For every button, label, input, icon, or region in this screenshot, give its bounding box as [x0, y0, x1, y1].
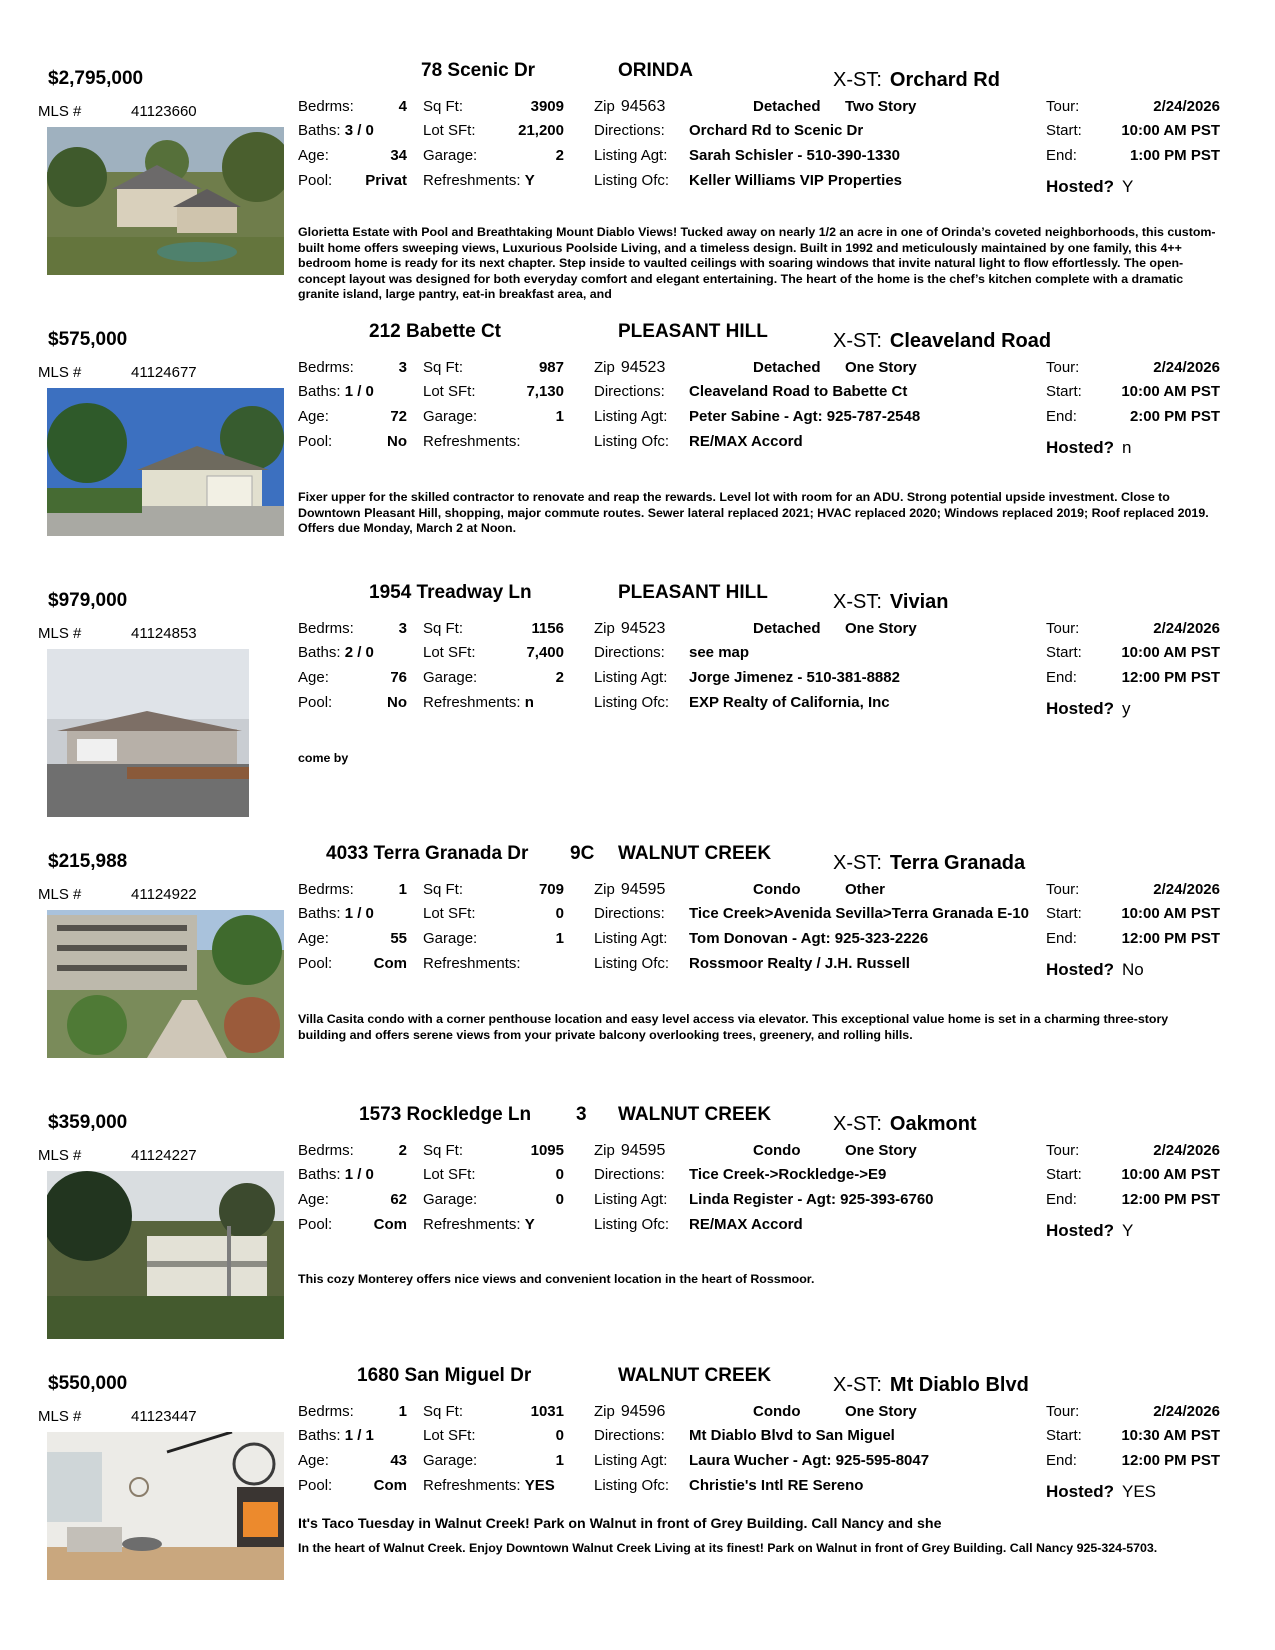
- baths-label: Baths:: [298, 644, 341, 661]
- zip-label: Zip: [594, 620, 615, 637]
- listing-photo[interactable]: [47, 127, 284, 275]
- listing-office-label: Listing Ofc:: [594, 172, 670, 189]
- zip-field: [594, 1142, 665, 1160]
- sqft-label: Sq Ft:: [423, 620, 464, 637]
- listing-card: [0, 843, 1275, 1093]
- listing-agent-label: Listing Agt:: [594, 408, 668, 425]
- baths-field: [298, 122, 374, 139]
- hosted-value: Y: [1122, 177, 1134, 196]
- garage-label: Garage:: [423, 1452, 478, 1469]
- tour-date: 2/24/2026: [1153, 98, 1220, 115]
- garage-label: Garage:: [423, 147, 478, 164]
- cross-street: [833, 1374, 1029, 1397]
- sqft-label: Sq Ft:: [423, 98, 464, 115]
- pool-label: Pool:: [298, 172, 333, 189]
- refreshments-field: [423, 172, 535, 189]
- mls-label: MLS #: [38, 103, 82, 120]
- listing-agent-value[interactable]: Tom Donovan - Agt: 925-323-2226: [689, 930, 929, 947]
- age-label: Age:: [298, 408, 329, 425]
- hosted-field: [1046, 1221, 1133, 1241]
- listing-agent-label: Listing Agt:: [594, 930, 668, 947]
- directions-label: Directions:: [594, 1166, 665, 1183]
- bedrooms-value: 2: [398, 1142, 407, 1159]
- bedrooms-value: 3: [398, 620, 407, 637]
- zip-value: 94523: [620, 620, 666, 637]
- tour-label: Tour:: [1046, 1403, 1080, 1420]
- bedrooms-label: Bedrms:: [298, 98, 354, 115]
- zip-value: 94523: [620, 359, 666, 376]
- lot-sqft-value: 0: [555, 905, 564, 922]
- end-label: End:: [1046, 1191, 1077, 1208]
- hosted-label: Hosted?: [1046, 1482, 1114, 1501]
- pool-value: Com: [373, 1477, 407, 1494]
- listing-city: WALNUT CREEK: [618, 1104, 772, 1125]
- listing-remarks: Fixer upper for the skilled contractor to renovate and reap the rewards. Level lot with room for an ADU. Strong potential upside investment. Close to Downtown Pleasant Hill, shopping, major commute routes. Sewer lateral replaced 2021; HVAC replaced 2020; Windows replaced 2019; Roof replaced 2019. Offers due Monday, March 2 at Noon.: [298, 490, 1209, 536]
- mls-label: MLS #: [38, 364, 82, 381]
- baths-field: [298, 1427, 374, 1444]
- listing-photo[interactable]: [47, 388, 284, 536]
- sqft-value: 3909: [530, 98, 564, 115]
- listing-office-value: Keller Williams VIP Properties: [689, 172, 903, 189]
- listing-photo[interactable]: [47, 649, 249, 817]
- lot-sqft-label: Lot SFt:: [423, 905, 476, 922]
- listing-city: WALNUT CREEK: [618, 1365, 772, 1386]
- property-type: Condo: [753, 1142, 801, 1159]
- refreshments-label: Refreshments:: [423, 1477, 521, 1494]
- bedrooms-value: 1: [398, 881, 407, 898]
- mls-number[interactable]: 41124227: [131, 1147, 197, 1164]
- listing-agent-value[interactable]: Laura Wucher - Agt: 925-595-8047: [689, 1452, 930, 1469]
- hosted-label: Hosted?: [1046, 177, 1114, 196]
- baths-field: [298, 1166, 374, 1183]
- listing-city: PLEASANT HILL: [618, 321, 768, 342]
- start-time: 10:00 AM PST: [1121, 644, 1220, 661]
- baths-label: Baths:: [298, 1166, 341, 1183]
- sqft-value: 709: [538, 881, 564, 898]
- zip-field: [594, 881, 665, 899]
- start-time: 10:00 AM PST: [1121, 383, 1220, 400]
- garage-label: Garage:: [423, 930, 478, 947]
- end-label: End:: [1046, 930, 1077, 947]
- end-time: 12:00 PM PST: [1121, 1191, 1220, 1208]
- property-style: One Story: [845, 1142, 917, 1159]
- baths-value: 1 / 0: [344, 383, 374, 400]
- bedrooms-value: 1: [398, 1403, 407, 1420]
- property-style: One Story: [845, 359, 917, 376]
- cross-street-label: X-ST:: [833, 1113, 882, 1135]
- directions-label: Directions:: [594, 905, 665, 922]
- refreshments-label: Refreshments:: [423, 955, 521, 972]
- listing-address[interactable]: 1954 Treadway Ln: [369, 582, 532, 603]
- hosted-value: n: [1122, 438, 1132, 457]
- start-label: Start:: [1046, 383, 1082, 400]
- end-time: 12:00 PM PST: [1121, 669, 1220, 686]
- garage-value: 1: [555, 408, 564, 425]
- refreshments-label: Refreshments:: [423, 1216, 521, 1233]
- pool-value: No: [387, 433, 407, 450]
- baths-field: [298, 383, 374, 400]
- mls-number[interactable]: 41123660: [131, 103, 197, 120]
- zip-value: 94595: [620, 881, 666, 898]
- mls-number[interactable]: 41124677: [131, 364, 197, 381]
- listing-card: [0, 321, 1275, 571]
- refreshments-value: Y: [524, 172, 535, 189]
- tour-date: 2/24/2026: [1153, 881, 1220, 898]
- end-label: End:: [1046, 1452, 1077, 1469]
- refreshments-value: YES: [524, 1477, 555, 1494]
- start-label: Start:: [1046, 122, 1082, 139]
- cross-street-value: Vivian: [889, 591, 949, 613]
- directions-value: Mt Diablo Blvd to San Miguel: [689, 1427, 895, 1444]
- cross-street: [833, 330, 1051, 353]
- zip-value: 94563: [620, 98, 666, 115]
- listing-card: [0, 1365, 1275, 1615]
- garage-label: Garage:: [423, 1191, 478, 1208]
- hosted-field: [1046, 1482, 1156, 1502]
- garage-value: 2: [555, 147, 564, 164]
- start-time: 10:00 AM PST: [1121, 905, 1220, 922]
- hosted-value: No: [1122, 960, 1144, 979]
- pool-label: Pool:: [298, 433, 333, 450]
- baths-label: Baths:: [298, 905, 341, 922]
- cross-street-label: X-ST:: [833, 330, 882, 352]
- start-label: Start:: [1046, 905, 1082, 922]
- sqft-label: Sq Ft:: [423, 881, 464, 898]
- end-label: End:: [1046, 147, 1077, 164]
- cross-street-label: X-ST:: [833, 1374, 882, 1396]
- start-label: Start:: [1046, 1166, 1082, 1183]
- zip-field: [594, 359, 665, 377]
- listing-price: $215,988: [48, 851, 128, 872]
- listing-agent-value[interactable]: Jorge Jimenez - 510-381-8882: [689, 669, 900, 686]
- listing-agent-value[interactable]: Peter Sabine - Agt: 925-787-2548: [689, 408, 921, 425]
- listing-office-value: EXP Realty of California, Inc: [689, 694, 890, 711]
- lot-sqft-label: Lot SFt:: [423, 1166, 476, 1183]
- bedrooms-label: Bedrms:: [298, 359, 354, 376]
- sqft-value: 1095: [530, 1142, 564, 1159]
- hosted-label: Hosted?: [1046, 699, 1114, 718]
- age-label: Age:: [298, 1191, 329, 1208]
- hosted-field: [1046, 438, 1131, 458]
- zip-field: [594, 98, 665, 116]
- listing-unit: 9C: [570, 843, 595, 864]
- listing-card: [0, 1104, 1275, 1354]
- hosted-label: Hosted?: [1046, 1221, 1114, 1240]
- directions-value: Orchard Rd to Scenic Dr: [689, 122, 864, 139]
- pool-value: Com: [373, 955, 407, 972]
- age-value: 76: [390, 669, 407, 686]
- bedrooms-label: Bedrms:: [298, 1142, 354, 1159]
- refreshments-label: Refreshments:: [423, 172, 521, 189]
- age-value: 43: [390, 1452, 407, 1469]
- lot-sqft-label: Lot SFt:: [423, 383, 476, 400]
- lot-sqft-value: 0: [555, 1166, 564, 1183]
- listing-city: WALNUT CREEK: [618, 843, 772, 864]
- tour-label: Tour:: [1046, 620, 1080, 637]
- age-label: Age:: [298, 1452, 329, 1469]
- lot-sqft-value: 21,200: [518, 122, 564, 139]
- zip-value: 94595: [620, 1142, 666, 1159]
- listing-price: $359,000: [48, 1112, 128, 1133]
- directions-value: Tice Creek->Rockledge->E9: [689, 1166, 887, 1183]
- zip-label: Zip: [594, 881, 615, 898]
- listing-remarks: In the heart of Walnut Creek. Enjoy Downtown Walnut Creek Living at its finest! Park on Walnut in front of Grey Building. Call Nancy 925-324-5703.: [298, 1541, 1158, 1555]
- listing-price: $979,000: [48, 590, 128, 611]
- sqft-label: Sq Ft:: [423, 1403, 464, 1420]
- listing-address[interactable]: 4033 Terra Granada Dr: [326, 843, 529, 864]
- listing-agent-label: Listing Agt:: [594, 147, 668, 164]
- refreshments-value: Y: [524, 1216, 535, 1233]
- hosted-value: y: [1122, 699, 1131, 718]
- directions-value: Cleaveland Road to Babette Ct: [689, 383, 908, 400]
- baths-field: [298, 644, 374, 661]
- mls-number[interactable]: 41123447: [131, 1408, 197, 1425]
- listing-price: $575,000: [48, 329, 128, 350]
- baths-value: 1 / 0: [344, 1166, 374, 1183]
- garage-value: 2: [555, 669, 564, 686]
- listing-address[interactable]: 212 Babette Ct: [369, 321, 501, 342]
- bedrooms-value: 3: [398, 359, 407, 376]
- age-value: 72: [390, 408, 407, 425]
- cross-street: [833, 69, 1000, 92]
- mls-label: MLS #: [38, 1408, 82, 1425]
- bedrooms-value: 4: [398, 98, 407, 115]
- garage-value: 1: [555, 930, 564, 947]
- tour-date: 2/24/2026: [1153, 1142, 1220, 1159]
- refreshments-value: n: [524, 694, 534, 711]
- cross-street: [833, 852, 1025, 875]
- pool-label: Pool:: [298, 1216, 333, 1233]
- cross-street-value: Cleaveland Road: [889, 330, 1052, 352]
- listing-remarks: Villa Casita condo with a corner penthouse location and easy level access via elevator. This exceptional value home is set in a charming three-story building and offers serene views from your private balcony overlooking trees, greenery, and rolling hills.: [298, 1012, 1169, 1042]
- end-time: 12:00 PM PST: [1121, 1452, 1220, 1469]
- age-value: 34: [390, 147, 407, 164]
- listing-unit: 3: [576, 1104, 587, 1125]
- lot-sqft-value: 0: [555, 1427, 564, 1444]
- baths-field: [298, 905, 374, 922]
- listing-remarks: come by: [298, 751, 349, 765]
- hosted-label: Hosted?: [1046, 438, 1114, 457]
- directions-value: Tice Creek>Avenida Sevilla>Terra Granada E-10: [689, 905, 1029, 922]
- cross-street-value: Oakmont: [889, 1113, 977, 1135]
- listing-office-label: Listing Ofc:: [594, 1216, 670, 1233]
- start-label: Start:: [1046, 1427, 1082, 1444]
- listing-card: [0, 60, 1275, 310]
- cross-street-label: X-ST:: [833, 69, 882, 91]
- listing-agent-value[interactable]: Linda Register - Agt: 925-393-6760: [689, 1191, 934, 1208]
- property-style: Other: [845, 881, 886, 898]
- listing-photo[interactable]: [47, 910, 284, 1058]
- listing-remarks: Glorietta Estate with Pool and Breathtaking Mount Diablo Views! Tucked away on nearly 1/2 an acre in one of Orinda’s coveted neighborhoods, this custom-built home offers sweeping views, Luxurious Poolside Living, and a timeless design. Built in 1992 and meticulously maintained by one family, this 4++ bedroom home is ready for its next chapter. Step inside to vaulted ceilings with soaring windows that invite natural light to flow effortlessly. The open-concept layout was designed for both everyday comfort and elegant entertaining. The heart of the home is the chef’s kitchen complete with a dramatic granite island, large pantry, eat-in breakfast area, and: [298, 225, 1216, 302]
- listing-address[interactable]: 1680 San Miguel Dr: [357, 1365, 532, 1386]
- start-time: 10:00 AM PST: [1121, 1166, 1220, 1183]
- refreshments-label: Refreshments:: [423, 694, 521, 711]
- mls-label: MLS #: [38, 625, 82, 642]
- lot-sqft-label: Lot SFt:: [423, 1427, 476, 1444]
- pool-value: No: [387, 694, 407, 711]
- property-style: One Story: [845, 1403, 917, 1420]
- lot-sqft-value: 7,130: [526, 383, 564, 400]
- zip-label: Zip: [594, 98, 615, 115]
- age-label: Age:: [298, 930, 329, 947]
- bedrooms-label: Bedrms:: [298, 1403, 354, 1420]
- cross-street-value: Mt Diablo Blvd: [889, 1374, 1029, 1396]
- pool-label: Pool:: [298, 1477, 333, 1494]
- listing-agent-label: Listing Agt:: [594, 669, 668, 686]
- end-label: End:: [1046, 408, 1077, 425]
- bedrooms-label: Bedrms:: [298, 620, 354, 637]
- sqft-value: 987: [538, 359, 564, 376]
- baths-value: 1 / 1: [344, 1427, 374, 1444]
- listing-photo[interactable]: [47, 1171, 284, 1339]
- sqft-label: Sq Ft:: [423, 1142, 464, 1159]
- listing-remarks: This cozy Monterey offers nice views and convenient location in the heart of Rossmoor.: [298, 1272, 815, 1286]
- mls-label: MLS #: [38, 886, 82, 903]
- mls-number[interactable]: 41124853: [131, 625, 197, 642]
- baths-value: 2 / 0: [344, 644, 374, 661]
- cross-street-label: X-ST:: [833, 591, 882, 613]
- listing-office-value: RE/MAX Accord: [689, 1216, 803, 1233]
- property-type: Detached: [753, 359, 821, 376]
- zip-field: [594, 620, 665, 638]
- refreshments-field: [423, 1216, 535, 1233]
- cross-street: [833, 1113, 977, 1136]
- tour-date: 2/24/2026: [1153, 359, 1220, 376]
- end-time: 2:00 PM PST: [1129, 408, 1220, 425]
- property-type: Detached: [753, 98, 821, 115]
- tour-date: 2/24/2026: [1153, 620, 1220, 637]
- age-value: 55: [390, 930, 407, 947]
- start-label: Start:: [1046, 644, 1082, 661]
- end-time: 12:00 PM PST: [1121, 930, 1220, 947]
- listing-office-label: Listing Ofc:: [594, 1477, 670, 1494]
- cross-street-value: Terra Granada: [889, 852, 1026, 874]
- bedrooms-label: Bedrms:: [298, 881, 354, 898]
- mls-label: MLS #: [38, 1147, 82, 1164]
- property-type: Detached: [753, 620, 821, 637]
- listing-office-label: Listing Ofc:: [594, 955, 670, 972]
- listing-price: $550,000: [48, 1373, 128, 1394]
- age-label: Age:: [298, 669, 329, 686]
- baths-label: Baths:: [298, 122, 341, 139]
- lot-sqft-value: 7,400: [526, 644, 564, 661]
- hosted-field: [1046, 960, 1144, 980]
- refreshments-field: [423, 433, 521, 450]
- baths-value: 1 / 0: [344, 905, 374, 922]
- baths-label: Baths:: [298, 383, 341, 400]
- refreshments-label: Refreshments:: [423, 433, 521, 450]
- hosted-value: Y: [1122, 1221, 1134, 1240]
- baths-value: 3 / 0: [344, 122, 374, 139]
- listing-agent-value[interactable]: Sarah Schisler - 510-390-1330: [689, 147, 900, 164]
- listing-city: PLEASANT HILL: [618, 582, 768, 603]
- garage-value: 0: [555, 1191, 564, 1208]
- lot-sqft-label: Lot SFt:: [423, 122, 476, 139]
- pool-value: Privat: [365, 172, 407, 189]
- tour-label: Tour:: [1046, 359, 1080, 376]
- cross-street: [833, 591, 948, 614]
- directions-label: Directions:: [594, 122, 665, 139]
- mls-number[interactable]: 41124922: [131, 886, 197, 903]
- zip-field: [594, 1403, 665, 1421]
- hosted-field: [1046, 699, 1131, 719]
- tour-date: 2/24/2026: [1153, 1403, 1220, 1420]
- tour-label: Tour:: [1046, 881, 1080, 898]
- zip-value: 94596: [620, 1403, 666, 1420]
- listing-office-label: Listing Ofc:: [594, 433, 670, 450]
- garage-label: Garage:: [423, 669, 478, 686]
- listing-office-value: RE/MAX Accord: [689, 433, 803, 450]
- start-time: 10:00 AM PST: [1121, 122, 1220, 139]
- listing-agent-label: Listing Agt:: [594, 1452, 668, 1469]
- listing-photo[interactable]: [47, 1432, 284, 1580]
- end-time: 1:00 PM PST: [1129, 147, 1220, 164]
- hosted-label: Hosted?: [1046, 960, 1114, 979]
- refreshments-field: [423, 694, 534, 711]
- listing-office-value: Rossmoor Realty / J.H. Russell: [689, 955, 910, 972]
- refreshments-field: [423, 955, 521, 972]
- listing-office-label: Listing Ofc:: [594, 694, 670, 711]
- hosted-field: [1046, 177, 1133, 197]
- garage-label: Garage:: [423, 408, 478, 425]
- directions-label: Directions:: [594, 1427, 665, 1444]
- age-label: Age:: [298, 147, 329, 164]
- tour-label: Tour:: [1046, 1142, 1080, 1159]
- zip-label: Zip: [594, 359, 615, 376]
- listing-city: ORINDA: [618, 60, 693, 81]
- listing-address[interactable]: 1573 Rockledge Ln: [359, 1104, 532, 1125]
- baths-label: Baths:: [298, 1427, 341, 1444]
- age-value: 62: [390, 1191, 407, 1208]
- property-style: One Story: [845, 620, 917, 637]
- tour-label: Tour:: [1046, 98, 1080, 115]
- cross-street-label: X-ST:: [833, 852, 882, 874]
- property-type: Condo: [753, 881, 801, 898]
- zip-label: Zip: [594, 1403, 615, 1420]
- listing-address[interactable]: 78 Scenic Dr: [421, 60, 536, 81]
- pool-value: Com: [373, 1216, 407, 1233]
- sqft-label: Sq Ft:: [423, 359, 464, 376]
- end-label: End:: [1046, 669, 1077, 686]
- property-style: Two Story: [845, 98, 917, 115]
- property-type: Condo: [753, 1403, 801, 1420]
- listing-note: It's Taco Tuesday in Walnut Creek! Park on Walnut in front of Grey Building. Call Nancy and she: [298, 1516, 942, 1532]
- sqft-value: 1156: [531, 620, 564, 637]
- lot-sqft-label: Lot SFt:: [423, 644, 476, 661]
- directions-label: Directions:: [594, 644, 665, 661]
- hosted-value: YES: [1122, 1482, 1157, 1501]
- listing-price: $2,795,000: [48, 68, 144, 89]
- zip-label: Zip: [594, 1142, 615, 1159]
- garage-value: 1: [555, 1452, 564, 1469]
- directions-value: see map: [689, 644, 750, 661]
- refreshments-field: [423, 1477, 555, 1494]
- sqft-value: 1031: [530, 1403, 564, 1420]
- listing-agent-label: Listing Agt:: [594, 1191, 668, 1208]
- listing-office-value: Christie's Intl RE Sereno: [689, 1477, 864, 1494]
- listing-card: [0, 582, 1275, 832]
- cross-street-value: Orchard Rd: [889, 69, 1000, 91]
- start-time: 10:30 AM PST: [1121, 1427, 1220, 1444]
- pool-label: Pool:: [298, 694, 333, 711]
- pool-label: Pool:: [298, 955, 333, 972]
- directions-label: Directions:: [594, 383, 665, 400]
